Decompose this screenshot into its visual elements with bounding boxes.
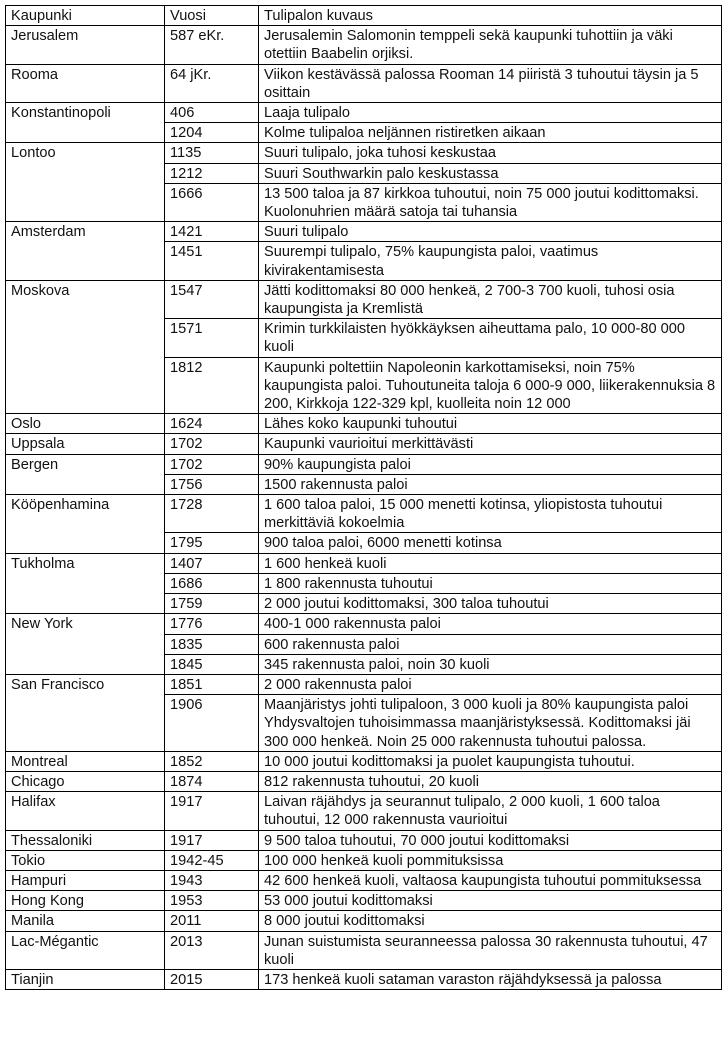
year-cell: 406: [165, 103, 259, 123]
table-row: [6, 143, 722, 163]
description-cell: 42 600 henkeä kuoli, valtaosa kaupungista tuhoutui pommituksessa: [259, 870, 722, 890]
fire-history-table: [5, 5, 722, 990]
description-cell: Laaja tulipalo: [259, 103, 722, 123]
description-cell: 8 000 joutui kodittomaksi: [259, 911, 722, 931]
year-cell: 2015: [165, 969, 259, 989]
description-cell: Kaupunki vaurioitui merkittävästi: [259, 434, 722, 454]
table-row: [6, 771, 722, 791]
year-cell: 1204: [165, 123, 259, 143]
year-cell: 1728: [165, 495, 259, 533]
description-cell: Lähes koko kaupunki tuhoutui: [259, 414, 722, 434]
table-row: [6, 26, 722, 64]
year-cell: 1835: [165, 634, 259, 654]
city-cell: Hampuri: [6, 870, 165, 890]
year-cell: 1212: [165, 163, 259, 183]
description-cell: 400-1 000 rakennusta paloi: [259, 614, 722, 634]
year-cell: 1624: [165, 414, 259, 434]
table-row: [6, 64, 722, 102]
year-cell: 1759: [165, 594, 259, 614]
year-cell: 2011: [165, 911, 259, 931]
year-cell: 1571: [165, 319, 259, 357]
city-cell: Bergen: [6, 454, 165, 494]
description-cell: Jätti kodittomaksi 80 000 henkeä, 2 700-3 700 kuoli, tuhosi osia kaupungista ja Kremlistä: [259, 280, 722, 318]
table-row: [6, 870, 722, 890]
table-body: [6, 26, 722, 990]
description-cell: Suuri tulipalo, joka tuhosi keskustaa: [259, 143, 722, 163]
table-row: [6, 434, 722, 454]
year-cell: 1756: [165, 474, 259, 494]
city-cell: Tianjin: [6, 969, 165, 989]
description-cell: 900 taloa paloi, 6000 menetti kotinsa: [259, 533, 722, 553]
description-cell: 9 500 taloa tuhoutui, 70 000 joutui kodittomaksi: [259, 830, 722, 850]
city-cell: Lac-Mégantic: [6, 931, 165, 969]
description-cell: Suuri tulipalo: [259, 222, 722, 242]
city-cell: Lontoo: [6, 143, 165, 222]
description-cell: 90% kaupungista paloi: [259, 454, 722, 474]
description-cell: Krimin turkkilaisten hyökkäyksen aiheuttama palo, 10 000-80 000 kuoli: [259, 319, 722, 357]
description-cell: 1500 rakennusta paloi: [259, 474, 722, 494]
table-row: [6, 891, 722, 911]
city-cell: San Francisco: [6, 674, 165, 751]
table-row: [6, 674, 722, 694]
city-cell: Tukholma: [6, 553, 165, 614]
table-row: [6, 614, 722, 634]
description-cell: 173 henkeä kuoli sataman varaston räjähdyksessä ja palossa: [259, 969, 722, 989]
city-cell: Amsterdam: [6, 222, 165, 281]
description-cell: 2 000 rakennusta paloi: [259, 674, 722, 694]
description-cell: Laivan räjähdys ja seurannut tulipalo, 2 000 kuoli, 1 600 taloa tuhoutui, 12 000 rakennusta vaurioitui: [259, 792, 722, 830]
year-cell: 1943: [165, 870, 259, 890]
table-header-row: [6, 6, 722, 26]
description-cell: Suurempi tulipalo, 75% kaupungista paloi, vaatimus kivirakentamisesta: [259, 242, 722, 280]
description-cell: Junan suistumista seuranneessa palossa 30 rakennusta tuhoutui, 47 kuoli: [259, 931, 722, 969]
year-cell: 64 jKr.: [165, 64, 259, 102]
header-year: Vuosi: [165, 6, 259, 26]
city-cell: Moskova: [6, 280, 165, 413]
year-cell: 1421: [165, 222, 259, 242]
city-cell: Rooma: [6, 64, 165, 102]
year-cell: 1852: [165, 751, 259, 771]
table-row: [6, 830, 722, 850]
description-cell: 1 600 henkeä kuoli: [259, 553, 722, 573]
city-cell: Tokio: [6, 850, 165, 870]
year-cell: 1845: [165, 654, 259, 674]
table-row: [6, 553, 722, 573]
year-cell: 1135: [165, 143, 259, 163]
description-cell: 345 rakennusta paloi, noin 30 kuoli: [259, 654, 722, 674]
table-row: [6, 931, 722, 969]
city-cell: Thessaloniki: [6, 830, 165, 850]
description-cell: 13 500 taloa ja 87 kirkkoa tuhoutui, noin 75 000 joutui kodittomaksi. Kuolonuhrien määrä satoja tai tuhansia: [259, 183, 722, 221]
table-row: [6, 792, 722, 830]
year-cell: 1942-45: [165, 850, 259, 870]
table-row: [6, 911, 722, 931]
table-row: [6, 280, 722, 318]
table-row: [6, 969, 722, 989]
table-row: [6, 414, 722, 434]
description-cell: Kolme tulipaloa neljännen ristiretken aikaan: [259, 123, 722, 143]
description-cell: 10 000 joutui kodittomaksi ja puolet kaupungista tuhoutui.: [259, 751, 722, 771]
description-cell: 812 rakennusta tuhoutui, 20 kuoli: [259, 771, 722, 791]
year-cell: 1686: [165, 573, 259, 593]
year-cell: 2013: [165, 931, 259, 969]
description-cell: 1 600 taloa paloi, 15 000 menetti kotinsa, yliopistosta tuhoutui merkittäviä kokoelmia: [259, 495, 722, 533]
description-cell: 1 800 rakennusta tuhoutui: [259, 573, 722, 593]
city-cell: Jerusalem: [6, 26, 165, 64]
year-cell: 1874: [165, 771, 259, 791]
description-cell: 2 000 joutui kodittomaksi, 300 taloa tuhoutui: [259, 594, 722, 614]
description-cell: 53 000 joutui kodittomaksi: [259, 891, 722, 911]
table-row: [6, 454, 722, 474]
city-cell: Manila: [6, 911, 165, 931]
description-cell: Suuri Southwarkin palo keskustassa: [259, 163, 722, 183]
description-cell: Viikon kestävässä palossa Rooman 14 piiristä 3 tuhoutui täysin ja 5 osittain: [259, 64, 722, 102]
year-cell: 1451: [165, 242, 259, 280]
year-cell: 587 eKr.: [165, 26, 259, 64]
description-cell: Jerusalemin Salomonin temppeli sekä kaupunki tuhottiin ja väki otettiin Baabelin orjiksi.: [259, 26, 722, 64]
year-cell: 1702: [165, 454, 259, 474]
year-cell: 1795: [165, 533, 259, 553]
city-cell: Oslo: [6, 414, 165, 434]
description-cell: Maanjäristys johti tulipaloon, 3 000 kuoli ja 80% kaupungista paloi Yhdysvaltojen tuhoisimmassa maanjäristyksessä. Kodittomaksi jäi 300 000 henkeä. Noin 25 000 rakennusta tuhoutui palossa.: [259, 695, 722, 752]
year-cell: 1812: [165, 357, 259, 414]
description-cell: 100 000 henkeä kuoli pommituksissa: [259, 850, 722, 870]
year-cell: 1953: [165, 891, 259, 911]
table-row: [6, 222, 722, 242]
city-cell: Halifax: [6, 792, 165, 830]
city-cell: Hong Kong: [6, 891, 165, 911]
table-row: [6, 495, 722, 533]
year-cell: 1547: [165, 280, 259, 318]
year-cell: 1666: [165, 183, 259, 221]
city-cell: Montreal: [6, 751, 165, 771]
header-city: Kaupunki: [6, 6, 165, 26]
year-cell: 1906: [165, 695, 259, 752]
year-cell: 1917: [165, 830, 259, 850]
city-cell: Chicago: [6, 771, 165, 791]
year-cell: 1407: [165, 553, 259, 573]
table-row: [6, 103, 722, 123]
table-row: [6, 850, 722, 870]
header-description: Tulipalon kuvaus: [259, 6, 722, 26]
table-row: [6, 751, 722, 771]
city-cell: New York: [6, 614, 165, 675]
description-cell: 600 rakennusta paloi: [259, 634, 722, 654]
year-cell: 1851: [165, 674, 259, 694]
year-cell: 1917: [165, 792, 259, 830]
year-cell: 1776: [165, 614, 259, 634]
description-cell: Kaupunki poltettiin Napoleonin karkottamiseksi, noin 75% kaupungista paloi. Tuhoutuneita taloja 6 000-9 000, liikerakennuksia 8 200, Kirkkoja 122-329 kpl, kuolleita noin 12 000: [259, 357, 722, 414]
city-cell: Konstantinopoli: [6, 103, 165, 143]
city-cell: Uppsala: [6, 434, 165, 454]
city-cell: Kööpenhamina: [6, 495, 165, 554]
year-cell: 1702: [165, 434, 259, 454]
